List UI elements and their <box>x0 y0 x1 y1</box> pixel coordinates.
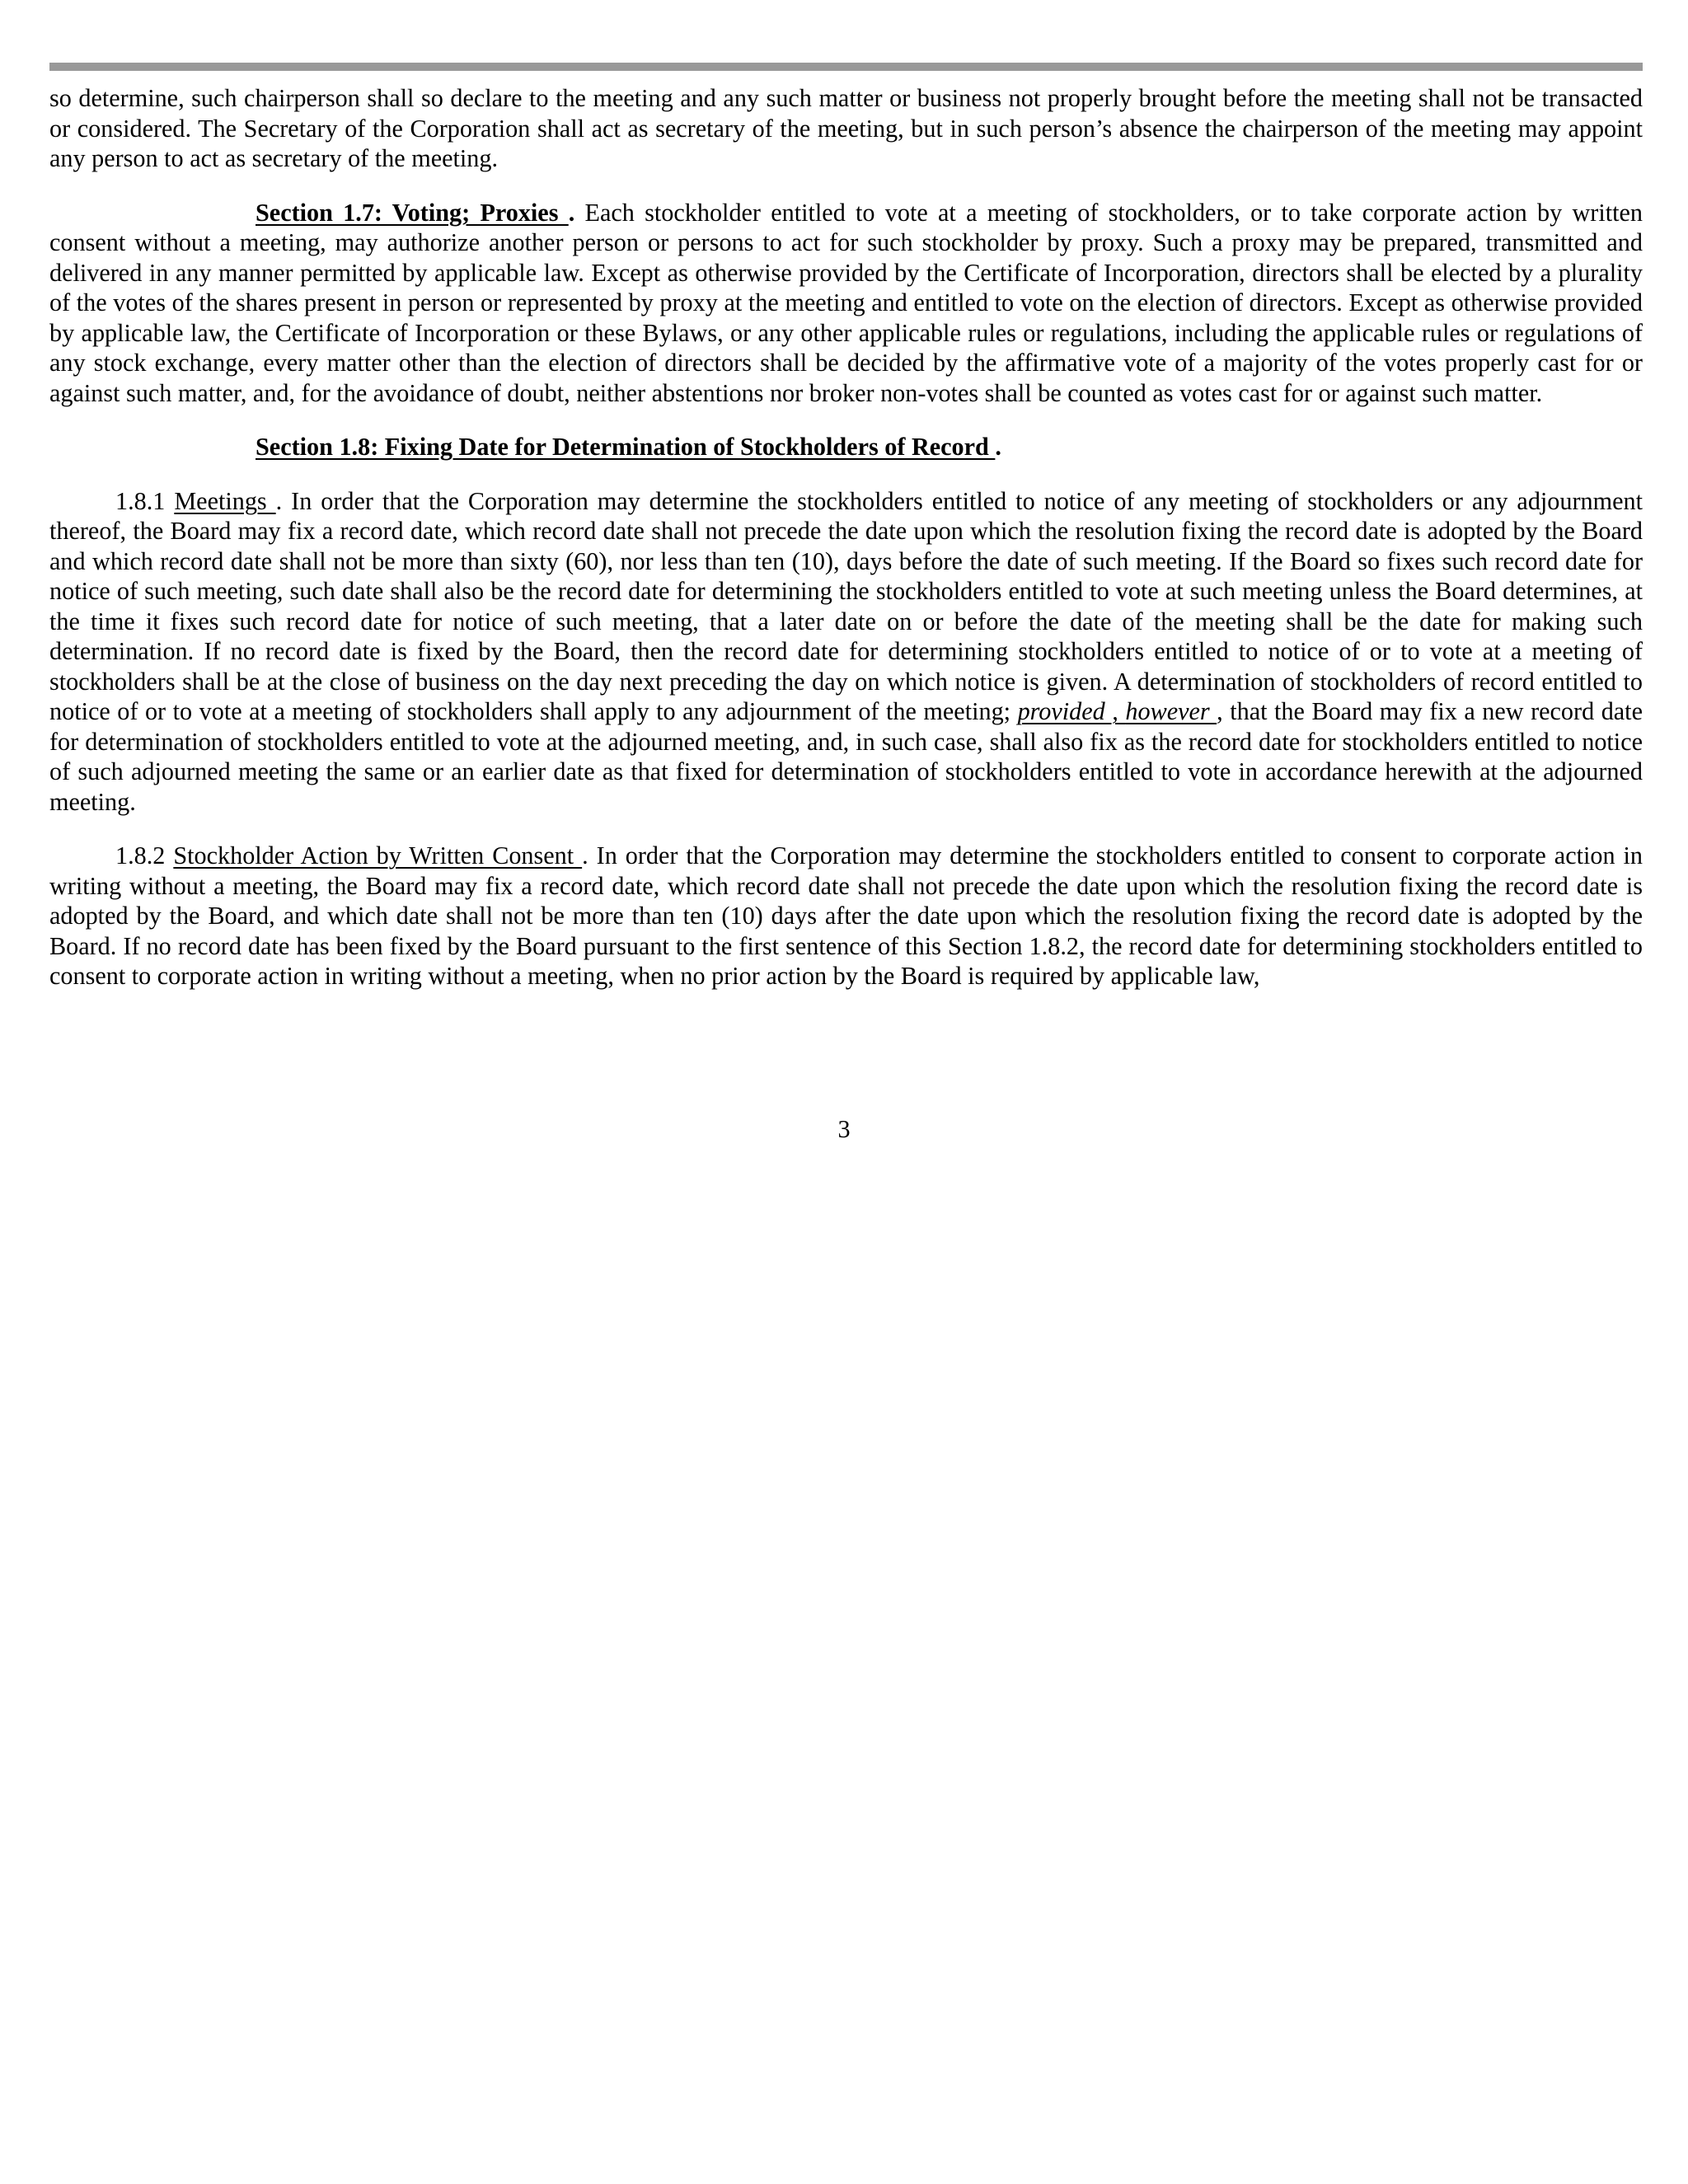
section-1-7-heading: Section 1.7: Voting; Proxies <box>256 198 569 227</box>
subsection-1-8-2-number: 1.8.2 <box>115 841 174 869</box>
section-1-7-body: Each stockholder entitled to vote at a meeting of stockholders, or to take corporate action by written consent without a meeting, may authorize another person or persons to act for such stockholder by proxy. Such a proxy may be prepared, transmitted and delivered in any manner permitted by applicable law. Except as otherwise provided by the Certificate of Incorporation, directors shall be elected by a plurality of the votes of the shares present in person or represented by proxy at the meeting and entitled to vote on the election of directors. Except as otherwise provided by applicable law, the Certificate of Incorporation or these Bylaws, or any other applicable rules or regulations, including the applicable rules or regulations of any stock exchange, every matter other than the election of directors shall be decided by the affirmative vote of a majority of the votes properly cast for or against such matter, and, for the avoidance of doubt, neither abstentions nor broker non-votes shall be counted as votes cast for or against such matter. <box>49 198 1643 407</box>
subsection-1-8-2-title: Stockholder Action by Written Consent <box>173 841 583 869</box>
subsection-1-8-2-paragraph <box>49 841 1643 991</box>
continuation-paragraph <box>49 83 1643 174</box>
section-1-8-heading-period: . <box>995 433 1001 461</box>
subsection-1-8-1-body-after: , that the Board may fix a new record date for determination of stockholders entitled to vote at the adjourned meeting, and, in such case, shall also fix as the record date for stockholders entitled to notice of such adjourned meeting the same or an earlier date as that fixed for determination of stockholders entitled to vote in accordance herewith at the adjourned meeting. <box>49 697 1643 816</box>
provided-term: provided , <box>1017 697 1126 725</box>
section-1-7-paragraph <box>49 198 1643 409</box>
subsection-1-8-2-body: . In order that the Corporation may determine the stockholders entitled to consent to corporate action in writing without a meeting, the Board may fix a record date, which record date shall not precede the date upon which the resolution fixing the record date is adopted by the Board, and which date shall not be more than ten (10) days after the date upon which the resolution fixing the record date is adopted by the Board. If no record date has been fixed by the Board pursuant to the first sentence of this Section 1.8.2, the record date for determining stockholders entitled to consent to corporate action in writing without a meeting, when no prior action by the Board is required by applicable law, <box>49 841 1643 990</box>
continuation-text: so determine, such chairperson shall so declare to the meeting and any such matter or business not properly brought before the meeting shall not be transacted or considered. The Secretary of the Corporation shall act as secretary of the meeting, but in such person’s absence the chairperson of the meeting may appoint any person to act as secretary of the meeting. <box>49 84 1643 172</box>
subsection-1-8-1-body-before: . In order that the Corporation may determine the stockholders entitled to notice of any meeting of stockholders or any adjournment thereof, the Board may fix a record date, which record date shall not precede the date upon which the resolution fixing the record date is adopted by the Board and which record date shall not be more than sixty (60), nor less than ten (10), days before the date of such meeting. If the Board so fixes such record date for notice of such meeting, such date shall also be the record date for determining the stockholders entitled to vote at such meeting unless the Board determines, at the time it fixes such record date for notice of such meeting, that a later date on or before the date of the meeting shall be the date for making such determination. If no record date is fixed by the Board, then the record date for determining stockholders entitled to notice of or to vote at a meeting of stockholders shall be at the close of business on the day next preceding the day on which notice is given. A determination of stockholders of record entitled to notice of or to vote at a meeting of stockholders shall apply to any adjournment of the meeting; <box>49 486 1643 725</box>
section-1-8-paragraph <box>49 432 1643 462</box>
section-1-8-heading: Section 1.8: Fixing Date for Determination of Stockholders of Record <box>256 433 996 461</box>
document-body <box>49 83 1643 991</box>
page-number: 3 <box>837 1115 851 1143</box>
subsection-1-8-1-title: Meetings <box>174 486 276 515</box>
header-rule <box>49 63 1643 71</box>
subsection-1-8-1-number: 1.8.1 <box>115 486 175 515</box>
subsection-1-8-1-paragraph <box>49 486 1643 818</box>
section-1-7-heading-period: . <box>568 198 575 227</box>
however-term: however <box>1125 697 1217 725</box>
